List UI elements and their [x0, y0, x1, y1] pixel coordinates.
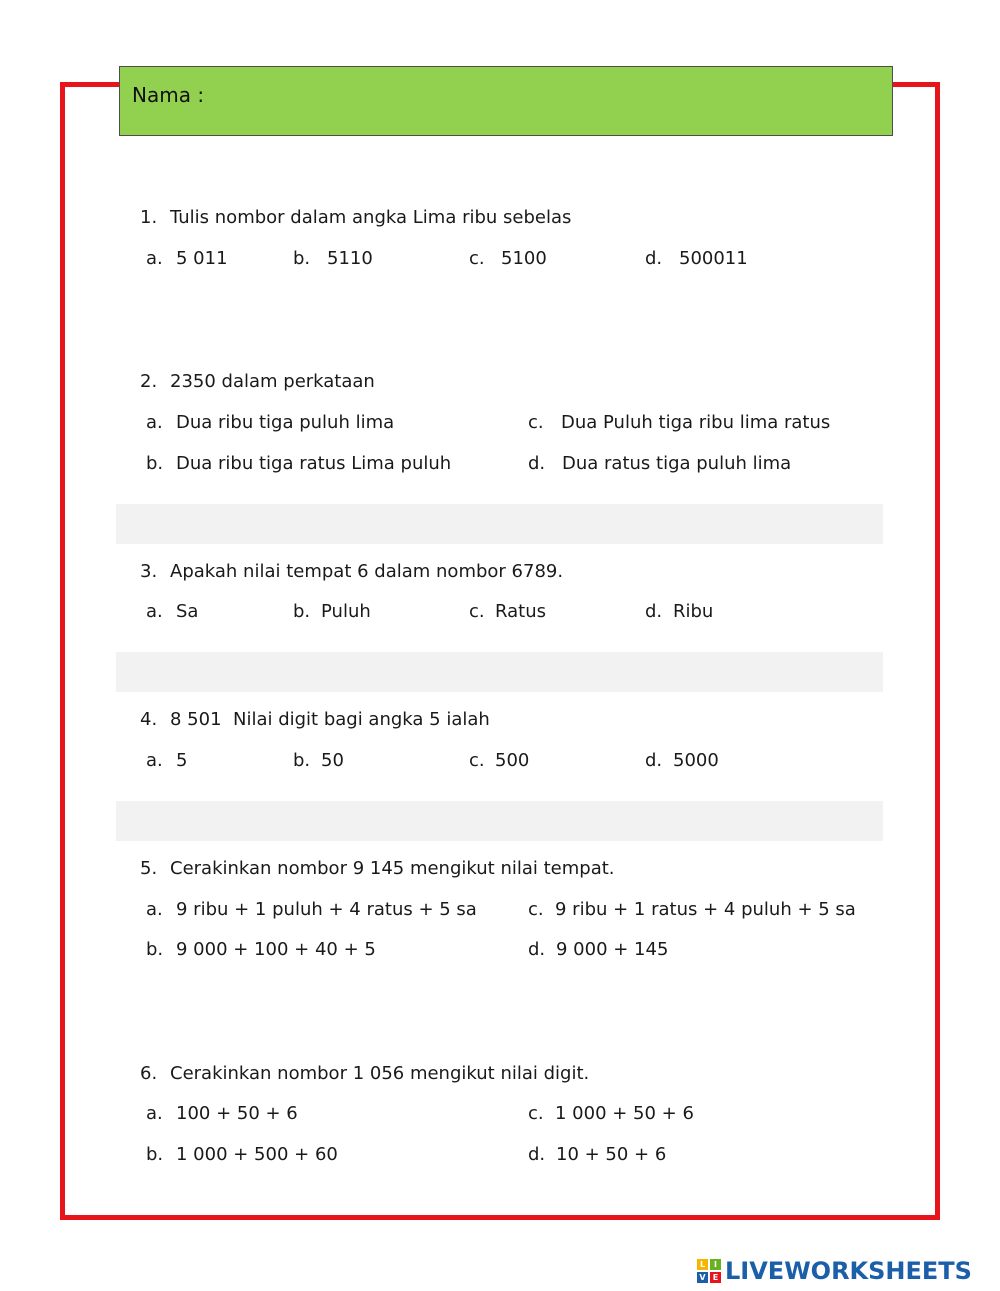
- question-2: 2. 2350 dalam perkataan: [140, 371, 375, 392]
- option-6d[interactable]: d. 10 + 50 + 6: [528, 1144, 667, 1165]
- option-4a[interactable]: a. 5: [146, 750, 188, 771]
- option-5c[interactable]: c. 9 ribu + 1 ratus + 4 puluh + 5 sa: [528, 899, 856, 920]
- option-1d[interactable]: d. 500011: [645, 248, 748, 269]
- option-3d[interactable]: d. Ribu: [645, 601, 714, 622]
- option-2b[interactable]: b. Dua ribu tiga ratus Lima puluh: [146, 453, 452, 474]
- option-4c[interactable]: c. 500: [469, 750, 530, 771]
- logo-mark-icon: [697, 1259, 721, 1283]
- option-4b[interactable]: b. 50: [293, 750, 344, 771]
- option-2c[interactable]: c. Dua Puluh tiga ribu lima ratus: [528, 412, 831, 433]
- option-3a[interactable]: a. Sa: [146, 601, 199, 622]
- separator-band: [116, 504, 883, 544]
- option-5a[interactable]: a. 9 ribu + 1 puluh + 4 ratus + 5 sa: [146, 899, 477, 920]
- logo-text: LIVEWORKSHEETS: [725, 1257, 972, 1285]
- logo-letter: E: [710, 1272, 721, 1283]
- question-3: 3. Apakah nilai tempat 6 dalam nombor 6789.: [140, 561, 564, 582]
- option-1b[interactable]: b. 5110: [293, 248, 373, 269]
- question-5: 5. Cerakinkan nombor 9 145 mengikut nilai tempat.: [140, 858, 615, 879]
- name-field[interactable]: [119, 66, 893, 136]
- name-label: Nama :: [132, 83, 205, 107]
- option-1a[interactable]: a. 5 011: [146, 248, 228, 269]
- logo-letter: V: [697, 1272, 708, 1283]
- liveworksheets-logo: [697, 1257, 972, 1285]
- option-6b[interactable]: b. 1 000 + 500 + 60: [146, 1144, 338, 1165]
- option-1c[interactable]: c. 5100: [469, 248, 547, 269]
- separator-band: [116, 652, 883, 692]
- question-6: 6. Cerakinkan nombor 1 056 mengikut nilai digit.: [140, 1063, 590, 1084]
- option-2d[interactable]: d. Dua ratus tiga puluh lima: [528, 453, 792, 474]
- question-4: 4. 8 501 Nilai digit bagi angka 5 ialah: [140, 709, 490, 730]
- logo-letter: I: [710, 1259, 721, 1270]
- option-2a[interactable]: a. Dua ribu tiga puluh lima: [146, 412, 395, 433]
- option-5d[interactable]: d. 9 000 + 145: [528, 939, 669, 960]
- logo-letter: L: [697, 1259, 708, 1270]
- option-3b[interactable]: b. Puluh: [293, 601, 371, 622]
- option-6a[interactable]: a. 100 + 50 + 6: [146, 1103, 298, 1124]
- option-4d[interactable]: d. 5000: [645, 750, 719, 771]
- separator-band: [116, 801, 883, 841]
- option-5b[interactable]: b. 9 000 + 100 + 40 + 5: [146, 939, 376, 960]
- option-3c[interactable]: c. Ratus: [469, 601, 546, 622]
- question-1: 1. Tulis nombor dalam angka Lima ribu sebelas: [140, 207, 572, 228]
- option-6c[interactable]: c. 1 000 + 50 + 6: [528, 1103, 694, 1124]
